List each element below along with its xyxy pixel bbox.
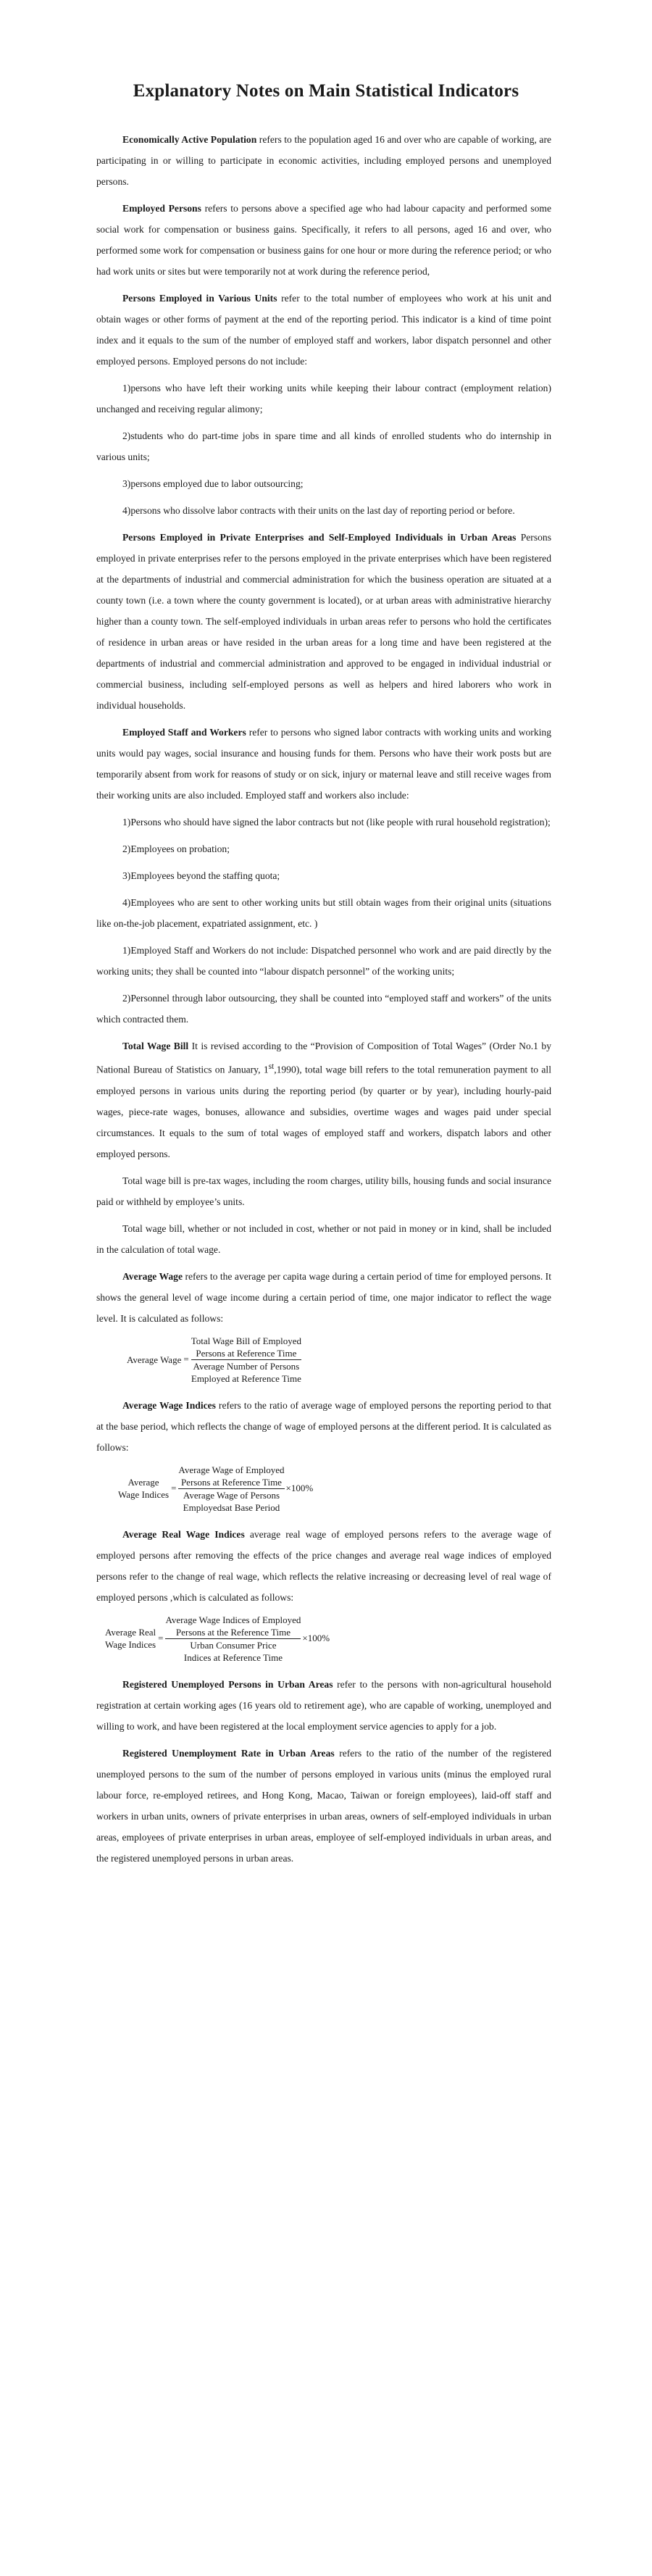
- equals-sign: =: [171, 1483, 177, 1494]
- formula-lhs: [118, 1476, 169, 1501]
- paragraph-text: Persons employed in private enterprises refer to the persons employed in the private enterprises which have been registered at the departments of industrial and commercial administration for which the business operation are situated at a county town (i.e. a town where the county government is located), or at urban areas with administrative hierarchy higher than a county town. The self-employed individuals in urban areas refer to persons who hold the certificates of residence in urban areas or have resided in the urban areas for a long time and have been registered at the departments of industrial and commercial administration and approved to be engaged in individual industrial or commercial business, including self-employed persons as well as helpers and hired laborers who work in individual households.: [96, 532, 551, 711]
- formula-fraction: [191, 1335, 301, 1385]
- paragraph-registered-unemployed-persons: [96, 1674, 551, 1737]
- numerator-line: Average Wage Indices of Employed: [165, 1614, 301, 1625]
- numerator-line: Persons at the Reference Time: [175, 1626, 291, 1638]
- paragraph-text: average real wage of employed persons refers to the average wage of employed persons after removing the effects of the price changes and average real wage indices of employed persons refer to the change of real wage, which reflects the relative increasing or decreasing level of real wage of employed persons ,which is calculated as follows:: [96, 1528, 551, 1603]
- formula-average-wage: [127, 1335, 551, 1385]
- paragraph-text: refer to persons who signed labor contracts with working units and working units would pay wages, social insurance and housing funds for them. Persons who have their work posts but are temporarily absent from work for reasons of study or on sick, injury or maternal leave and still receive wages from their working units are also included. Employed staff and workers also include:: [96, 727, 552, 801]
- paragraph-text: refers to the ratio of the number of the registered unemployed persons to the sum of the number of persons employed in various units (minus the employed rural labour force, re-employed retirees, and Hong Kong, Macao, Taiwan or foreign employees), laid-off staff and workers in urban units, owners of private enterprises in urban areas, owners of self-employed individuals in urban areas, employees of private enterprises in urban areas, employee of self-employed individuals in urban areas, and the registered unemployed persons in urban areas.: [96, 1747, 552, 1864]
- denominator-line: Employed at Reference Time: [191, 1372, 301, 1384]
- paragraph-average-real-wage-indices: [96, 1524, 551, 1608]
- list-item: 3)persons employed due to labor outsourcing;: [122, 478, 304, 489]
- paragraph-registered-unemployment-rate: [96, 1743, 551, 1869]
- paragraph-text: refer to the total number of employees who work at his unit and obtain wages or other forms of payment at the end of the reporting period. This indicator is a kind of time point index and it equals to the sum of the number of employed staff and workers, labor dispatch personnel and other employed persons. Employed persons do not include:: [96, 293, 552, 367]
- paragraph-text: refer to the persons with non-agricultural household registration at certain working ages (16 years old to retirement age), who are capable of working, unemployed and willing to work, and have been registered at the local employment service agencies to apply for a job.: [96, 1678, 551, 1732]
- paragraph-employed-staff-workers: [96, 722, 551, 806]
- term-heading: Total Wage Bill: [122, 1041, 189, 1051]
- numerator-line: Average Wage of Employed: [178, 1464, 285, 1475]
- list-item: 2)Personnel through labor outsourcing, they shall be counted into “employed staff and workers” of the units which contracted them.: [96, 993, 551, 1025]
- formula-lhs-line: Average: [128, 1477, 159, 1488]
- superscript: st: [268, 1062, 275, 1071]
- paragraph-text: refers to the ratio of average wage of employed persons the reporting period to that at the base period, which reflects the change of wage of employed persons at the different period. It is calculated as follows:: [96, 1399, 551, 1453]
- term-heading: Registered Unemployment Rate in Urban Areas: [122, 1747, 335, 1759]
- denominator-line: Urban Consumer Price: [190, 1639, 277, 1651]
- list-item: 1)Employed Staff and Workers do not include: Dispatched personnel who work and are paid directly by the working units; they shall be counted into “labour dispatch personnel” of the working units;: [96, 945, 551, 977]
- term-heading: Persons Employed in Various Units: [122, 293, 277, 304]
- paragraph-average-wage: [96, 1266, 551, 1329]
- formula-fraction: [178, 1464, 284, 1514]
- paragraph-text: ,1990), total wage bill refers to the total remuneration payment to all employed persons in various units during the reporting period (by quarter or by year), including hourly-paid wages, piece-rate wages, bonuses, allowance and subsidies, overtime wages and wages paid under special circumstances. It equals to the sum of total wages of employed staff and workers, dispatch labors and other employed persons.: [96, 1064, 551, 1159]
- term-heading: Average Real Wage Indices: [122, 1528, 245, 1540]
- list-item: 2)students who do part-time jobs in spare time and all kinds of enrolled students who do internship in various units;: [96, 430, 551, 462]
- document-body: [96, 129, 551, 1875]
- formula-lhs-line: Wage Indices: [118, 1489, 170, 1501]
- multiplier: ×100%: [285, 1483, 314, 1494]
- paragraph-text: refers to persons above a specified age who had labour capacity and performed some social work for compensation or business gains. Specifically, it refers to all persons, aged 16 and over, who performed some work for compensation or business gains for one hour or more during the reference period; or who had work units or sites but were temporarily not at work during the reference period,: [96, 203, 551, 277]
- term-heading: Persons Employed in Private Enterprises and Self-Employed Individuals in Urban Areas: [122, 532, 517, 543]
- paragraph-text: refers to the population aged 16 and over who are capable of working, are participating in or willing to participate in economic activities, including employed persons and unemployed persons.: [96, 134, 552, 187]
- list-item: 3)Employees beyond the staffing quota;: [122, 870, 280, 881]
- paragraph-private-enterprises-self-employed: [96, 527, 551, 716]
- paragraph-employed-persons: [96, 198, 551, 282]
- formula-lhs-line: Wage Indices: [105, 1639, 156, 1651]
- formula-average-real-wage-indices: [105, 1614, 551, 1664]
- denominator-line: Employedsat Base Period: [183, 1501, 280, 1513]
- paragraph-persons-employed-various-units: [96, 288, 551, 372]
- denominator-line: Average Number of Persons: [193, 1360, 300, 1372]
- term-heading: Average Wage Indices: [122, 1399, 216, 1411]
- multiplier: ×100%: [302, 1633, 330, 1644]
- list-item: 1)persons who have left their working units while keeping their labour contract (employment relation) unchanged and receiving regular alimony;: [96, 383, 551, 414]
- formula-lhs-line: Average Real: [105, 1627, 156, 1638]
- formula-average-wage-indices: [118, 1464, 551, 1514]
- numerator-line: Persons at Reference Time: [180, 1476, 282, 1488]
- list-item: 4)Employees who are sent to other working units but still obtain wages from their original units (situations like on-the-job placement, expatriated assignment, etc. ): [96, 897, 551, 929]
- paragraph-economically-active-population: [96, 129, 551, 192]
- term-heading: Average Wage: [122, 1270, 183, 1282]
- numerator-line: Total Wage Bill of Employed: [191, 1335, 302, 1346]
- term-heading: Employed Persons: [122, 203, 201, 214]
- formula-fraction: [165, 1614, 301, 1664]
- page-title: Explanatory Notes on Main Statistical Indicators: [133, 81, 519, 101]
- denominator-line: Average Wage of Persons: [183, 1489, 280, 1501]
- formula-lhs: [105, 1626, 156, 1651]
- term-heading: Employed Staff and Workers: [122, 727, 246, 738]
- paragraph-text: It is revised according to the “Provision of Composition of Total Wages” (Order No.1 by National Bureau of Statistics on January, 1: [96, 1041, 551, 1075]
- list-item: 2)Employees on probation;: [122, 843, 230, 854]
- equals-sign: =: [183, 1354, 189, 1365]
- denominator-line: Indices at Reference Time: [183, 1651, 283, 1663]
- term-heading: Registered Unemployed Persons in Urban Areas: [122, 1678, 333, 1690]
- list-item: 1)Persons who should have signed the labor contracts but not (like people with rural household registration);: [122, 817, 551, 828]
- paragraph-text: Total wage bill, whether or not included in cost, whether or not paid in money or in kind, shall be included in the calculation of total wage.: [96, 1222, 551, 1255]
- paragraph-text: Total wage bill is pre-tax wages, including the room charges, utility bills, housing funds and social insurance paid or withheld by employee’s units.: [96, 1175, 551, 1207]
- paragraph-text: refers to the average per capita wage during a certain period of time for employed persons. It shows the general level of wage income during a certain period of time, one major indicator to reflect the wage level. It is calculated as follows:: [96, 1270, 551, 1324]
- list-item: 4)persons who dissolve labor contracts with their units on the last day of reporting period or before.: [122, 505, 515, 516]
- paragraph-average-wage-indices: [96, 1395, 551, 1458]
- paragraph-total-wage-bill: [96, 1035, 551, 1164]
- formula-lhs: Average Wage: [127, 1354, 182, 1365]
- numerator-line: Persons at Reference Time: [196, 1347, 297, 1359]
- term-heading: Economically Active Population: [122, 134, 257, 145]
- equals-sign: =: [158, 1633, 164, 1644]
